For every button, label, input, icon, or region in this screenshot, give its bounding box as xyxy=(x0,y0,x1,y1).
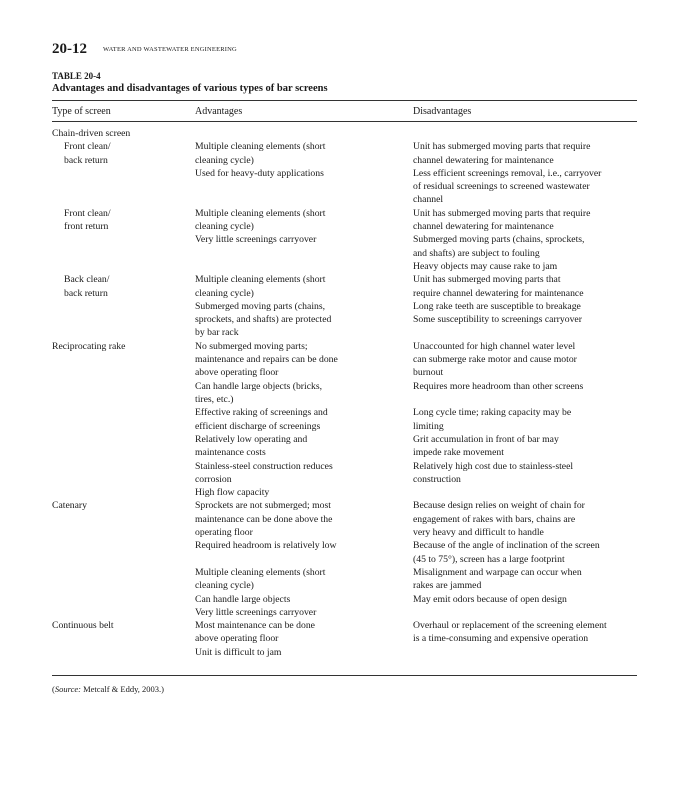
cell-line: channel xyxy=(413,194,444,206)
cell-line: Very little screenings carryover xyxy=(195,606,317,618)
cell-disadvantages xyxy=(413,233,584,273)
cell-line: Multiple cleaning elements (short xyxy=(195,274,326,286)
cell-line: rakes are jammed xyxy=(413,580,482,592)
cell-line: efficient discharge of screenings xyxy=(195,420,321,432)
cell-line: is a time-consuming and expensive operation xyxy=(413,633,589,645)
cell-line: Unaccounted for high channel water level xyxy=(413,340,576,352)
cell-line: Back clean/ xyxy=(64,274,110,286)
cell-disadvantages xyxy=(413,300,582,327)
cell-line: limiting xyxy=(413,420,444,432)
cell-disadvantages xyxy=(413,566,582,593)
cell-line: sprockets, and shafts) are protected xyxy=(195,314,332,326)
cell-line: (45 to 75°), screen has a large footprint xyxy=(413,553,565,565)
cell-disadvantages xyxy=(413,380,583,393)
cell-line: Stainless-steel construction reduces xyxy=(195,460,333,472)
column-header-disadvantages: Disadvantages xyxy=(413,106,472,117)
cell-line: No submerged moving parts; xyxy=(195,340,308,352)
cell-line: and shafts) are subject to fouling xyxy=(413,247,540,259)
cell-line: cleaning cycle) xyxy=(195,154,254,166)
cell-line: Can handle large objects (bricks, xyxy=(195,380,323,392)
cell-line: May emit odors because of open design xyxy=(413,593,567,605)
cell-advantages xyxy=(195,619,315,659)
cell-line: operating floor xyxy=(195,526,253,538)
cell-disadvantages xyxy=(413,460,573,487)
cell-disadvantages xyxy=(413,593,567,606)
cell-advantages xyxy=(195,593,316,620)
cell-line: cleaning cycle) xyxy=(195,221,254,233)
cell-line: Submerged moving parts (chains, sprockets, xyxy=(413,234,585,246)
cell-line: Requires more headroom than other screens xyxy=(413,380,584,392)
cell-line: very heavy and difficult to handle xyxy=(413,526,544,538)
cell-line: maintenance costs xyxy=(195,447,266,459)
cell-disadvantages xyxy=(413,273,584,300)
cell-line: Relatively high cost due to stainless-steel xyxy=(413,460,574,472)
cell-line: Because of the angle of inclination of the screen xyxy=(413,540,600,552)
cell-line: Submerged moving parts (chains, xyxy=(195,300,326,312)
cell-advantages xyxy=(195,233,316,246)
cell-disadvantages xyxy=(413,539,600,566)
cell-disadvantages xyxy=(413,167,601,207)
cell-advantages xyxy=(195,273,325,300)
cell-line: High flow capacity xyxy=(195,487,270,499)
cell-line: Long rake teeth are susceptible to breakage xyxy=(413,300,581,312)
cell-advantages xyxy=(195,433,307,460)
table-label: TABLE 20-4 xyxy=(52,71,101,81)
cell-disadvantages xyxy=(413,140,590,167)
cell-disadvantages xyxy=(413,340,577,380)
cell-line: Grit accumulation in front of bar may xyxy=(413,433,559,445)
cell-line: Overhaul or replacement of the screening element xyxy=(413,620,607,632)
cell-line: Sprockets are not submerged; most xyxy=(195,500,331,512)
cell-advantages xyxy=(195,566,325,593)
column-header-type: Type of screen xyxy=(52,106,111,117)
cell-screen-type xyxy=(64,140,111,167)
cell-line: channel dewatering for maintenance xyxy=(413,154,554,166)
cell-disadvantages xyxy=(413,499,585,539)
cell-line: Because design relies on weight of chain for xyxy=(413,500,585,512)
cell-screen-type xyxy=(64,273,109,300)
cell-line: channel dewatering for maintenance xyxy=(413,221,554,233)
cell-line: impede rake movement xyxy=(413,447,504,459)
table-bottom-rule xyxy=(52,675,637,676)
cell-line: Chain-driven screen xyxy=(52,128,131,139)
cell-advantages xyxy=(195,300,331,340)
cell-line: Unit has submerged moving parts that require xyxy=(413,141,591,153)
cell-line: Multiple cleaning elements (short xyxy=(195,207,326,219)
cell-disadvantages xyxy=(413,619,607,646)
cell-advantages xyxy=(195,499,332,539)
cell-advantages xyxy=(195,380,322,407)
cell-line: Can handle large objects xyxy=(195,593,291,605)
cell-line: Reciprocating rake xyxy=(52,340,126,352)
cell-line: tires, etc.) xyxy=(195,393,234,405)
cell-line: burnout xyxy=(413,367,444,379)
cell-line: Unit has submerged moving parts that require xyxy=(413,207,591,219)
cell-line: front return xyxy=(64,221,109,233)
cell-line: Most maintenance can be done xyxy=(195,620,315,632)
cell-advantages xyxy=(195,539,337,552)
cell-disadvantages xyxy=(413,433,559,460)
cell-line: back return xyxy=(64,154,108,166)
cell-line: above operating floor xyxy=(195,367,279,379)
cell-line: Front clean/ xyxy=(64,141,111,153)
cell-line: above operating floor xyxy=(195,633,279,645)
cell-line: Less efficient screenings removal, i.e., carryover xyxy=(413,167,602,179)
cell-line: cleaning cycle) xyxy=(195,580,254,592)
running-title: WATER AND WASTEWATER ENGINEERING xyxy=(103,46,237,53)
cell-line: cleaning cycle) xyxy=(195,287,254,299)
cell-screen-type xyxy=(52,499,87,512)
cell-line: Catenary xyxy=(52,500,87,512)
cell-line: maintenance can be done above the xyxy=(195,513,333,525)
cell-line: Continuous belt xyxy=(52,620,114,632)
cell-disadvantages xyxy=(413,406,571,433)
cell-disadvantages xyxy=(413,207,590,234)
cell-line: Required headroom is relatively low xyxy=(195,540,337,552)
cell-line: Some susceptibility to screenings carryover xyxy=(413,314,582,326)
cell-advantages xyxy=(195,486,269,499)
cell-line: Very little screenings carryover xyxy=(195,234,317,246)
cell-line: Long cycle time; raking capacity may be xyxy=(413,407,572,419)
cell-line: Unit is difficult to jam xyxy=(195,646,282,658)
cell-advantages xyxy=(195,340,338,380)
cell-advantages xyxy=(195,406,328,433)
cell-line: Front clean/ xyxy=(64,207,111,219)
cell-screen-type xyxy=(52,340,125,353)
cell-line: engagement of rakes with bars, chains are xyxy=(413,513,576,525)
cell-screen-type xyxy=(52,619,114,632)
cell-line: Heavy objects may cause rake to jam xyxy=(413,260,558,272)
cell-advantages xyxy=(195,140,325,167)
cell-line: corrosion xyxy=(195,473,232,485)
cell-line: Multiple cleaning elements (short xyxy=(195,566,326,578)
cell-line: Effective raking of screenings and xyxy=(195,407,328,419)
cell-line: Relatively low operating and xyxy=(195,433,308,445)
cell-line: Multiple cleaning elements (short xyxy=(195,141,326,153)
cell-advantages xyxy=(195,207,325,234)
column-header-advantages: Advantages xyxy=(195,106,243,117)
cell-line: can submerge rake motor and cause motor xyxy=(413,354,577,366)
table-caption: Advantages and disadvantages of various types of bar screens xyxy=(52,83,328,94)
cell-line: maintenance and repairs can be done xyxy=(195,354,338,366)
source-note xyxy=(52,684,164,694)
cell-line: construction xyxy=(413,473,461,485)
cell-line: by bar rack xyxy=(195,327,239,339)
cell-screen-type xyxy=(64,207,111,234)
cell-line: back return xyxy=(64,287,108,299)
page-number: 20-12 xyxy=(52,41,87,57)
cell-screen-type xyxy=(52,127,130,140)
source-note-text: (Source: Metcalf & Eddy, 2003.) xyxy=(52,684,164,694)
cell-line: Unit has submerged moving parts that xyxy=(413,274,561,286)
cell-line: of residual screenings to screened wastewater xyxy=(413,181,590,193)
cell-line: Misalignment and warpage can occur when xyxy=(413,566,582,578)
cell-line: require channel dewatering for maintenance xyxy=(413,287,584,299)
cell-line: Used for heavy-duty applications xyxy=(195,167,324,179)
cell-advantages xyxy=(195,460,333,487)
cell-advantages xyxy=(195,167,324,180)
